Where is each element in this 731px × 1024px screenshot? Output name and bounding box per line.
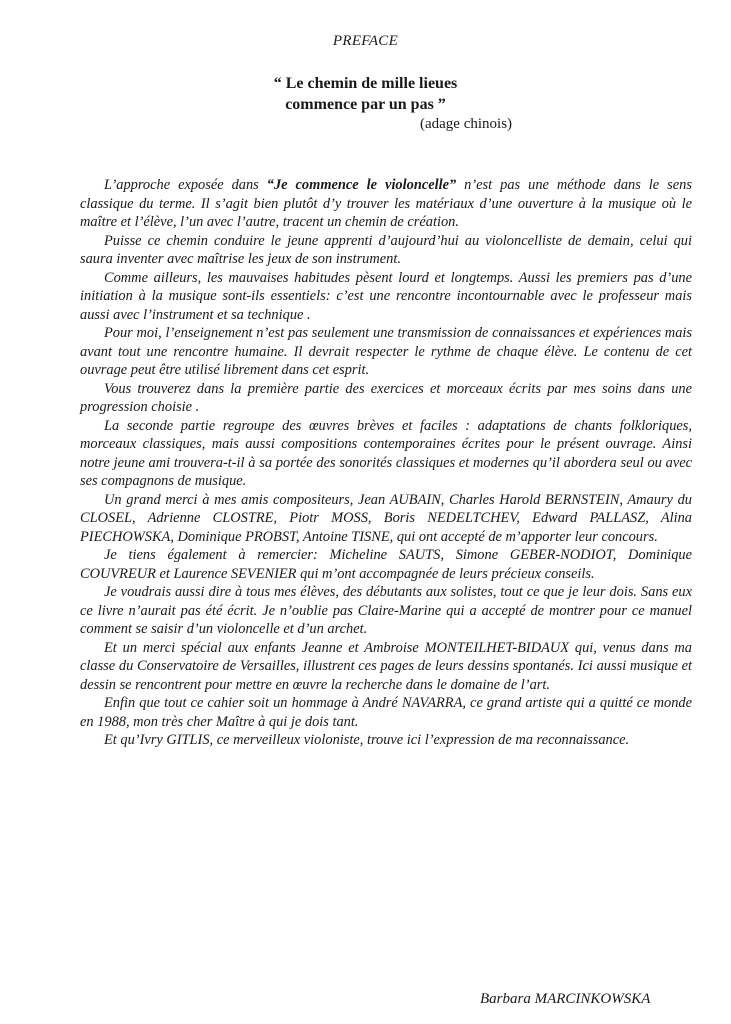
epigraph bbox=[0, 73, 731, 115]
signature: Barbara MARCINKOWSKA bbox=[480, 991, 651, 1007]
epigraph-attribution: (adage chinois) bbox=[420, 116, 513, 132]
paragraph-4: Pour moi, l’enseignement n’est pas seulement une transmission de connaissances et expériences mais avant tout une rencontre humaine. Il devrait respecter le rythme de chaque élève. Le contenu de cet ouvrage peut être utilisé librement dans cet esprit. bbox=[80, 325, 692, 378]
page-title: PREFACE bbox=[332, 33, 399, 49]
paragraph-1-end: n’est pas une méthode dans le sens classique du terme. Il s’agit bien plutôt d’y trouver les matériaux d’une ouverture à la musique où le maître et l’élève, l’un avec l’autre, tracent un chemin de création. bbox=[80, 177, 692, 230]
paragraph-10: Et un merci spécial aux enfants Jeanne et Ambroise MONTEILHET-BIDAUX qui, venus dans ma classe du Conservatoire de Versailles, illustrent ces pages de leurs dessins spontanés. Ici aussi musique et dessin se rencontrent pour mettre en œuvre la recherche dans le domaine de l’art. bbox=[80, 639, 692, 693]
epigraph-line-1: “ Le chemin de mille lieues bbox=[273, 75, 458, 92]
preface-body bbox=[80, 176, 692, 750]
paragraph-9: Je voudrais aussi dire à tous mes élèves, des débutants aux solistes, tout ce que je leur dois. Sans eux ce livre n’aurait pas été écrit. Je n’oublie pas Claire-Marine qui a accepté de montrer pour ce manuel comment se saisir d’un violoncelle et d’un archet. bbox=[80, 584, 692, 637]
epigraph-line-2: commence par un pas ” bbox=[285, 96, 446, 113]
paragraph-6: La seconde partie regroupe des œuvres brèves et faciles : adaptations de chants folkloriques, morceaux classiques, mais aussi compositions contemporaines écrites pour le présent ouvrage. Ainsi notre jeune ami trouvera-t-il à sa portée des sonorités classiques et modernes qu’il abordera seul ou avec ses compagnons de musique. bbox=[80, 417, 692, 489]
paragraph-3: Comme ailleurs, les mauvaises habitudes pèsent lourd et longtemps. Aussi les premiers pas d’une initiation à la musique sont-ils essentiels: c’est une rencontre incontournable avec le professeur mais aussi avec l’instrument et sa technique . bbox=[80, 269, 692, 323]
paragraph-12: Et qu’Ivry GITLIS, ce merveilleux violoniste, trouve ici l’expression de ma reconnaissance. bbox=[104, 732, 630, 748]
paragraph-5: Vous trouverez dans la première partie des exercices et morceaux écrits par mes soins dans une progression choisie . bbox=[80, 380, 692, 415]
paragraph-7: Un grand merci à mes amis compositeurs, Jean AUBAIN, Charles Harold BERNSTEIN, Amaury du CLOSEL, Adrienne CLOSTRE, Piotr MOSS, Boris NEDELTCHEV, Edward PALLASZ, Alina PIECHOWSKA, Dominique PROBST, Antoine TISNE, qui ont accepté de m’apporter leur concours. bbox=[80, 491, 692, 545]
paragraph-1 bbox=[80, 176, 692, 232]
paragraph-1-start: L’approche exposée dans bbox=[104, 177, 267, 193]
book-title: “Je commence le violoncelle” bbox=[266, 177, 457, 193]
paragraph-2: Puisse ce chemin conduire le jeune apprenti d’aujourd’hui au violoncelliste de demain, celui qui saura inventer avec maîtrise les jeux de son instrument. bbox=[80, 232, 692, 267]
paragraph-8: Je tiens également à remercier: Micheline SAUTS, Simone GEBER-NODIOT, Dominique COUVREUR et Laurence SEVENIER qui m’ont accompagnée de leurs précieux conseils. bbox=[80, 547, 692, 582]
paragraph-11: Enfin que tout ce cahier soit un hommage à André NAVARRA, ce grand artiste qui a quitté ce monde en 1988, mon très cher Maître à qui je dois tant. bbox=[80, 695, 692, 730]
